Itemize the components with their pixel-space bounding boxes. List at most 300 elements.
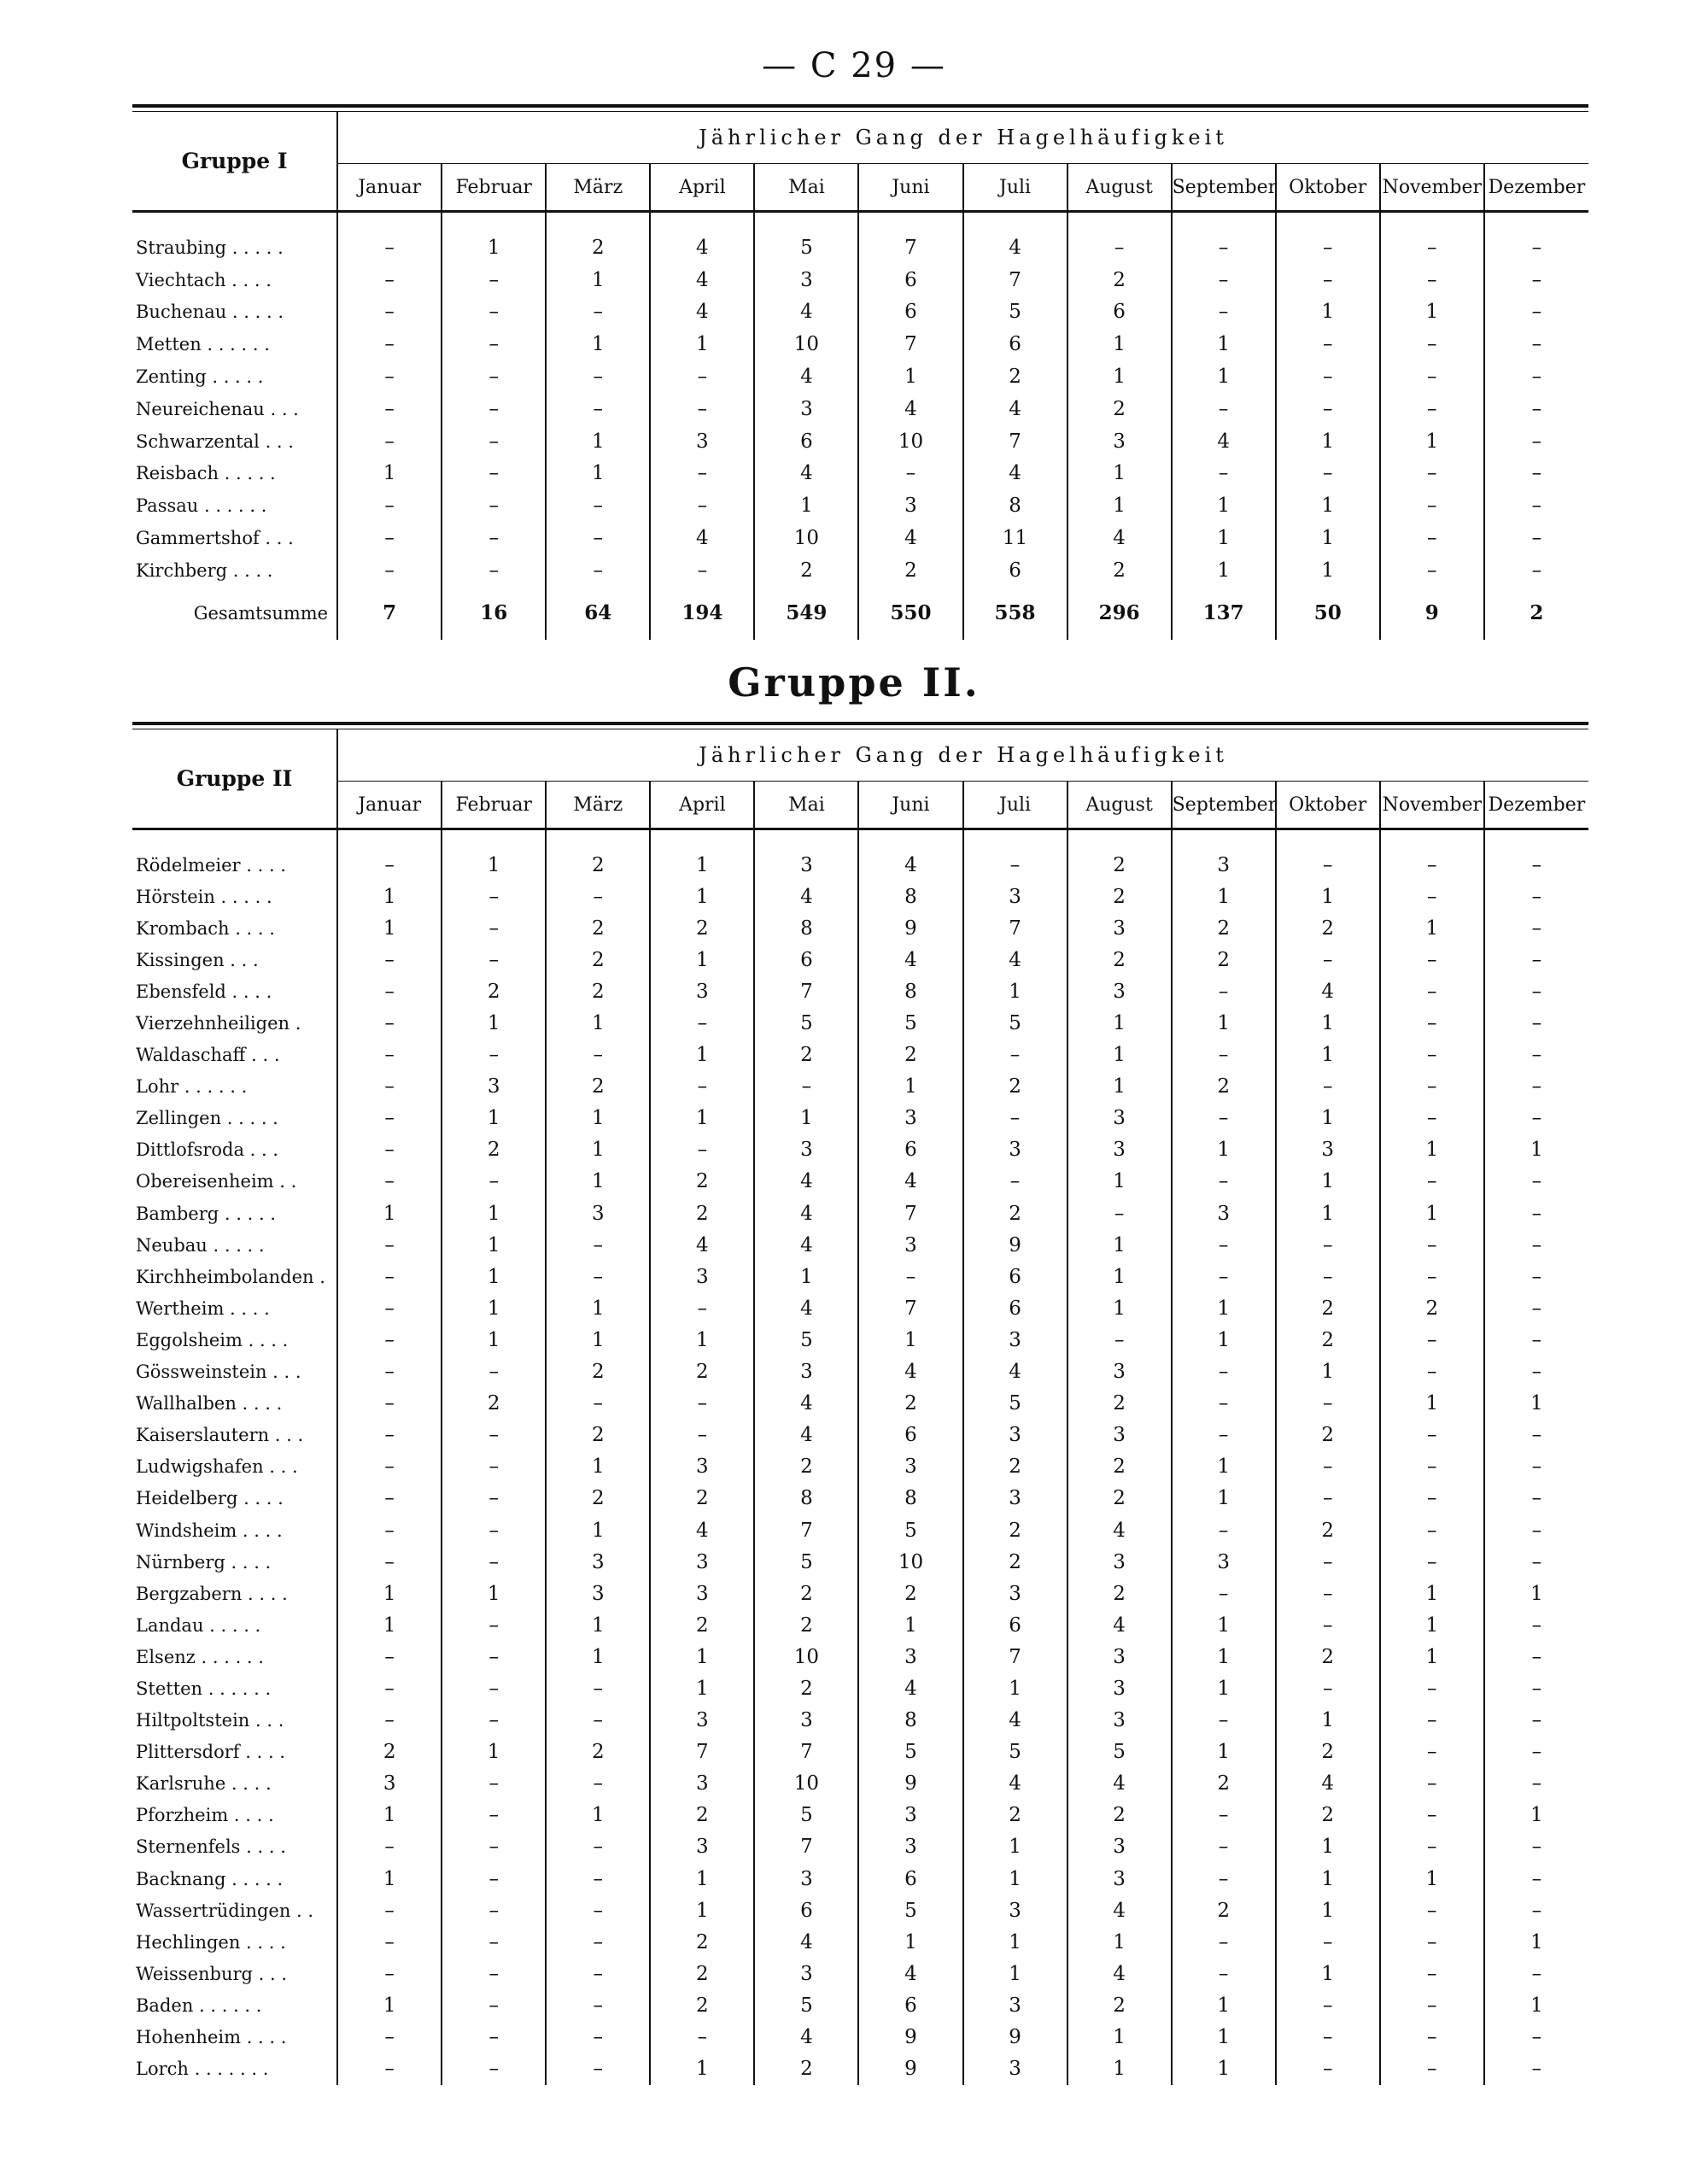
month-value: –: [963, 1040, 1068, 1071]
month-value: 2: [963, 1546, 1068, 1578]
month-value: 2: [1484, 587, 1588, 640]
table-row: [132, 231, 1588, 264]
month-value: –: [1068, 1198, 1172, 1229]
month-value: 8: [858, 1705, 962, 1737]
month-value: 1: [546, 1641, 650, 1672]
month-value: 1: [650, 1895, 754, 1926]
month-value: 2: [1276, 1420, 1380, 1451]
month-value: –: [1172, 1103, 1276, 1134]
month-value: 4: [858, 1672, 962, 1704]
month-value: 2: [546, 1737, 650, 1768]
month-value: –: [384, 268, 395, 291]
station-name: Weissenburg . . .: [132, 1958, 337, 1989]
month-value: 1: [1380, 912, 1484, 944]
station-name: Zenting . . . . .: [132, 360, 337, 393]
month-value: –: [1172, 1863, 1276, 1895]
month-value: 8: [963, 489, 1068, 522]
station-name: Backnang . . . . .: [132, 1863, 337, 1895]
month-value: –: [442, 2021, 546, 2053]
group2-heading: Gruppe II.: [728, 659, 980, 706]
month-value: –: [546, 1895, 650, 1926]
group1-table-section: [132, 104, 1588, 640]
month-value: 1: [1380, 1609, 1484, 1641]
month-value: –: [1484, 1166, 1588, 1198]
month-value: 4: [963, 231, 1068, 264]
month-value: 558: [963, 587, 1068, 640]
month-value: 2: [1276, 1514, 1380, 1546]
month-value: 2: [546, 849, 650, 881]
month-value: 10: [858, 1546, 962, 1578]
month-value: –: [442, 881, 546, 912]
month-value: –: [1484, 1705, 1588, 1737]
month-value: 5: [754, 1989, 858, 2021]
month-value: 2: [442, 975, 546, 1007]
month-value: 3: [1172, 849, 1276, 881]
month-value: –: [546, 522, 650, 554]
month-value: 2: [1068, 944, 1172, 975]
month-value: –: [1484, 1641, 1588, 1672]
spacer-cell: [132, 212, 337, 232]
month-value: 1: [1276, 1958, 1380, 1989]
month-value: –: [1276, 1926, 1380, 1958]
month-value: 3: [546, 1578, 650, 1609]
month-value: 3: [858, 1103, 962, 1134]
table-row: [132, 1261, 1588, 1292]
month-value: –: [1484, 1483, 1588, 1514]
month-value: –: [1380, 1261, 1484, 1292]
month-value: 1: [963, 1672, 1068, 1704]
month-value: 3: [650, 975, 754, 1007]
month-value: 1: [1172, 1292, 1276, 1324]
group1-month-header: November: [1380, 164, 1484, 212]
month-value: 4: [754, 2021, 858, 2053]
group1-month-header: März: [546, 164, 650, 212]
month-value: 3: [383, 1772, 396, 1795]
month-value: –: [442, 1863, 546, 1895]
month-value: 5: [754, 1800, 858, 1831]
spacer-row: [132, 212, 1588, 232]
month-value: –: [384, 1139, 395, 1162]
month-value: 1: [383, 1804, 396, 1827]
month-value: –: [546, 1831, 650, 1863]
month-value: 2: [546, 1071, 650, 1103]
station-name: Stetten . . . . . .: [132, 1672, 337, 1704]
month-value: 1: [1172, 1737, 1276, 1768]
month-value: 5: [1068, 1737, 1172, 1768]
month-value: –: [384, 1012, 395, 1035]
month-value: –: [1380, 522, 1484, 554]
month-value: 1: [442, 849, 546, 881]
month-value: –: [442, 1768, 546, 1800]
month-value: –: [546, 1388, 650, 1420]
station-name: Obereisenheim . .: [132, 1166, 337, 1198]
month-value: –: [384, 1645, 395, 1668]
month-value: 3: [1276, 1134, 1380, 1166]
month-value: 1: [650, 1324, 754, 1356]
month-value: –: [442, 489, 546, 522]
group1-month-header: August: [1068, 164, 1172, 212]
month-value: 7: [754, 1514, 858, 1546]
month-value: –: [384, 948, 395, 971]
month-value: 9: [963, 1229, 1068, 1261]
month-value: –: [442, 1514, 546, 1546]
month-value: –: [546, 881, 650, 912]
month-value: 1: [383, 1994, 396, 2017]
month-value: 1: [383, 1202, 396, 1225]
month-value: –: [1068, 231, 1172, 264]
month-value: 7: [963, 912, 1068, 944]
month-value: –: [1172, 296, 1276, 329]
month-value: –: [1484, 296, 1588, 329]
month-value: 3: [754, 264, 858, 296]
group2-month-header: Juni: [858, 782, 962, 829]
month-value: –: [384, 1075, 395, 1098]
month-value: –: [384, 366, 395, 389]
month-value: –: [384, 236, 395, 259]
month-value: 2: [442, 1134, 546, 1166]
month-value: –: [442, 944, 546, 975]
top-double-rule: [132, 722, 1588, 729]
month-value: 2: [546, 912, 650, 944]
month-value: 1: [1068, 1166, 1172, 1198]
month-value: –: [1380, 554, 1484, 587]
month-value: 7: [858, 328, 962, 360]
month-value: 1: [1484, 1800, 1588, 1831]
month-value: 2: [650, 1356, 754, 1388]
month-value: –: [384, 301, 395, 324]
table-row: [132, 1007, 1588, 1039]
month-value: 4: [1068, 1609, 1172, 1641]
month-value: 4: [754, 1229, 858, 1261]
month-value: 1: [546, 328, 650, 360]
station-name: Kissingen . . .: [132, 944, 337, 975]
month-value: 1: [546, 1451, 650, 1483]
month-value: 3: [963, 1420, 1068, 1451]
month-value: 2: [754, 1451, 858, 1483]
month-value: –: [1172, 1926, 1276, 1958]
month-value: –: [1276, 360, 1380, 393]
month-value: 2: [754, 1609, 858, 1641]
month-value: 1: [546, 1103, 650, 1134]
station-name: Metten . . . . . .: [132, 328, 337, 360]
month-value: 3: [1068, 1356, 1172, 1388]
group1-month-header-row: [132, 164, 1588, 212]
top-double-rule: [132, 104, 1588, 112]
month-value: 1: [546, 1292, 650, 1324]
month-value: 1: [442, 1198, 546, 1229]
month-value: –: [546, 360, 650, 393]
month-value: 1: [1276, 296, 1380, 329]
month-value: 6: [963, 1261, 1068, 1292]
month-value: 3: [858, 489, 962, 522]
month-value: –: [1380, 1926, 1484, 1958]
month-value: 1: [442, 1737, 546, 1768]
month-value: –: [858, 1261, 962, 1292]
spacer-cell: [1380, 829, 1484, 850]
month-value: 194: [650, 587, 754, 640]
month-value: –: [546, 393, 650, 425]
month-value: –: [1484, 881, 1588, 912]
month-value: 7: [858, 1292, 962, 1324]
station-name: Waldaschaff . . .: [132, 1040, 337, 1071]
spacer-cell: [1068, 829, 1172, 850]
month-value: 1: [1484, 1134, 1588, 1166]
station-name: Reisbach . . . . .: [132, 458, 337, 490]
month-value: 137: [1172, 587, 1276, 640]
month-value: –: [1380, 489, 1484, 522]
table-row: [132, 1768, 1588, 1800]
month-value: –: [546, 296, 650, 329]
month-value: –: [1172, 393, 1276, 425]
month-value: –: [546, 1261, 650, 1292]
month-value: 3: [858, 1800, 962, 1831]
month-value: –: [1276, 1609, 1380, 1641]
station-name: Wallhalben . . . .: [132, 1388, 337, 1420]
spacer-cell: [132, 829, 337, 850]
month-value: 1: [1172, 1324, 1276, 1356]
month-value: –: [1276, 393, 1380, 425]
station-name: Schwarzental . . .: [132, 425, 337, 458]
month-value: 1: [1380, 1641, 1484, 1672]
month-value: –: [1484, 1451, 1588, 1483]
month-value: –: [442, 1800, 546, 1831]
month-value: 2: [546, 1420, 650, 1451]
month-value: 8: [858, 1483, 962, 1514]
month-value: 2: [1172, 944, 1276, 975]
month-value: –: [1380, 264, 1484, 296]
month-value: –: [1172, 975, 1276, 1007]
station-name: Kirchheimbolanden .: [132, 1261, 337, 1292]
month-value: 3: [963, 1324, 1068, 1356]
spacer-cell: [1276, 212, 1380, 232]
month-value: 2: [1068, 393, 1172, 425]
month-value: –: [1172, 1800, 1276, 1831]
month-value: 4: [1172, 425, 1276, 458]
month-value: –: [1380, 975, 1484, 1007]
month-value: –: [858, 458, 962, 490]
month-value: –: [1068, 1324, 1172, 1356]
table-row: [132, 1451, 1588, 1483]
month-value: –: [442, 1926, 546, 1958]
month-value: 1: [858, 1071, 962, 1103]
month-value: –: [1484, 849, 1588, 881]
spacer-cell: [1172, 829, 1276, 850]
month-value: 3: [963, 2053, 1068, 2085]
table-row: [132, 1800, 1588, 1831]
month-value: 4: [963, 1768, 1068, 1800]
month-value: 2: [963, 1800, 1068, 1831]
station-name: Buchenau . . . . .: [132, 296, 337, 329]
month-value: 4: [858, 944, 962, 975]
month-value: –: [963, 849, 1068, 881]
month-value: 1: [963, 1831, 1068, 1863]
month-value: 2: [858, 554, 962, 587]
month-value: 8: [754, 912, 858, 944]
month-value: 1: [1172, 1483, 1276, 1514]
month-value: 10: [754, 1641, 858, 1672]
month-value: 3: [963, 1483, 1068, 1514]
spacer-cell: [963, 829, 1068, 850]
table-row: [132, 1388, 1588, 1420]
month-value: –: [384, 1487, 395, 1510]
month-value: 3: [1172, 1198, 1276, 1229]
month-value: –: [546, 2053, 650, 2085]
month-value: 4: [1068, 1958, 1172, 1989]
table-row: [132, 1420, 1588, 1451]
month-value: 3: [963, 1134, 1068, 1166]
month-value: –: [1484, 944, 1588, 975]
month-value: 1: [442, 1324, 546, 1356]
month-value: –: [1380, 1546, 1484, 1578]
month-value: –: [1276, 1989, 1380, 2021]
month-value: –: [384, 1328, 395, 1351]
month-value: –: [650, 1420, 754, 1451]
month-value: –: [1172, 1261, 1276, 1292]
month-value: 6: [754, 425, 858, 458]
month-value: 3: [858, 1641, 962, 1672]
month-value: –: [1380, 393, 1484, 425]
month-value: –: [1484, 360, 1588, 393]
month-value: 10: [858, 425, 962, 458]
month-value: –: [650, 1388, 754, 1420]
month-value: –: [384, 559, 395, 582]
month-value: –: [546, 1926, 650, 1958]
month-value: 1: [754, 1103, 858, 1134]
month-value: 296: [1068, 587, 1172, 640]
month-value: 1: [546, 1609, 650, 1641]
month-value: 2: [1068, 1388, 1172, 1420]
month-value: 2: [1068, 1989, 1172, 2021]
station-name: Plittersdorf . . . .: [132, 1737, 337, 1768]
month-value: 9: [963, 2021, 1068, 2053]
month-value: –: [1484, 522, 1588, 554]
table-row: [132, 881, 1588, 912]
month-value: 1: [1380, 1134, 1484, 1166]
month-value: 1: [383, 1867, 396, 1890]
table-row: [132, 1737, 1588, 1768]
month-value: 2: [383, 1741, 396, 1764]
table-row: [132, 264, 1588, 296]
spacer-cell: [442, 829, 546, 850]
month-value: –: [384, 333, 395, 356]
month-value: –: [1484, 1071, 1588, 1103]
station-name: Bergzabern . . . .: [132, 1578, 337, 1609]
spacer-cell: [963, 212, 1068, 232]
table-row: [132, 1356, 1588, 1388]
month-value: –: [384, 1709, 395, 1732]
station-name: Lohr . . . . . .: [132, 1071, 337, 1103]
month-value: 2: [650, 1609, 754, 1641]
month-value: –: [442, 1483, 546, 1514]
month-value: –: [442, 1040, 546, 1071]
month-value: 4: [650, 296, 754, 329]
month-value: 1: [1276, 1103, 1380, 1134]
month-value: –: [384, 397, 395, 420]
month-value: 1: [1068, 1229, 1172, 1261]
month-value: 5: [858, 1895, 962, 1926]
group1-month-header: September: [1172, 164, 1276, 212]
month-value: 2: [1068, 554, 1172, 587]
month-value: 3: [650, 425, 754, 458]
month-value: –: [1484, 554, 1588, 587]
month-value: 3: [754, 1863, 858, 1895]
month-value: –: [442, 264, 546, 296]
table-row: [132, 2053, 1588, 2085]
month-value: 1: [1172, 1007, 1276, 1039]
month-value: 4: [858, 849, 962, 881]
station-name: Lorch . . . . . . .: [132, 2053, 337, 2085]
station-name: Ebensfeld . . . .: [132, 975, 337, 1007]
group1-month-header: Juli: [963, 164, 1068, 212]
month-value: –: [546, 1863, 650, 1895]
month-value: 1: [1172, 328, 1276, 360]
month-value: –: [650, 1134, 754, 1166]
month-value: 4: [858, 522, 962, 554]
month-value: 50: [1276, 587, 1380, 640]
month-value: 550: [858, 587, 962, 640]
month-value: –: [442, 1609, 546, 1641]
month-value: –: [442, 2053, 546, 2085]
month-value: 1: [1484, 1578, 1588, 1609]
month-value: –: [546, 489, 650, 522]
month-value: 2: [1276, 1737, 1380, 1768]
spacer-cell: [1172, 212, 1276, 232]
month-value: 7: [963, 1641, 1068, 1672]
month-value: –: [384, 1265, 395, 1288]
month-value: 1: [1276, 1705, 1380, 1737]
month-value: –: [1172, 1388, 1276, 1420]
month-value: 2: [546, 1356, 650, 1388]
month-value: –: [1172, 1420, 1276, 1451]
month-value: –: [1276, 1483, 1380, 1514]
month-value: –: [1484, 1958, 1588, 1989]
month-value: –: [1484, 1514, 1588, 1546]
month-value: 1: [1172, 2021, 1276, 2053]
month-value: –: [442, 1958, 546, 1989]
month-value: –: [1172, 264, 1276, 296]
group2-table-section: [132, 722, 1588, 2085]
month-value: –: [1380, 1672, 1484, 1704]
month-value: 1: [1068, 1261, 1172, 1292]
month-value: 2: [858, 1040, 962, 1071]
month-value: –: [546, 1989, 650, 2021]
month-value: 3: [963, 1895, 1068, 1926]
month-value: 1: [1276, 1007, 1380, 1039]
month-value: 1: [1276, 1895, 1380, 1926]
group2-month-header: Februar: [442, 782, 546, 829]
month-value: –: [546, 1672, 650, 1704]
month-value: –: [442, 912, 546, 944]
month-value: –: [1380, 881, 1484, 912]
station-name: Elsenz . . . . . .: [132, 1641, 337, 1672]
month-value: 2: [858, 1578, 962, 1609]
month-value: 1: [1068, 360, 1172, 393]
table-row: [132, 1705, 1588, 1737]
month-value: –: [1484, 231, 1588, 264]
group2-month-header: Juli: [963, 782, 1068, 829]
month-value: 3: [546, 1198, 650, 1229]
month-value: 7: [754, 1831, 858, 1863]
month-value: 9: [858, 912, 962, 944]
month-value: 3: [963, 1989, 1068, 2021]
month-value: 1: [963, 975, 1068, 1007]
month-value: –: [1484, 1356, 1588, 1388]
month-value: –: [1380, 1483, 1484, 1514]
month-value: –: [650, 554, 754, 587]
table-row: [132, 1546, 1588, 1578]
month-value: –: [1172, 1514, 1276, 1546]
table-row: [132, 1609, 1588, 1641]
